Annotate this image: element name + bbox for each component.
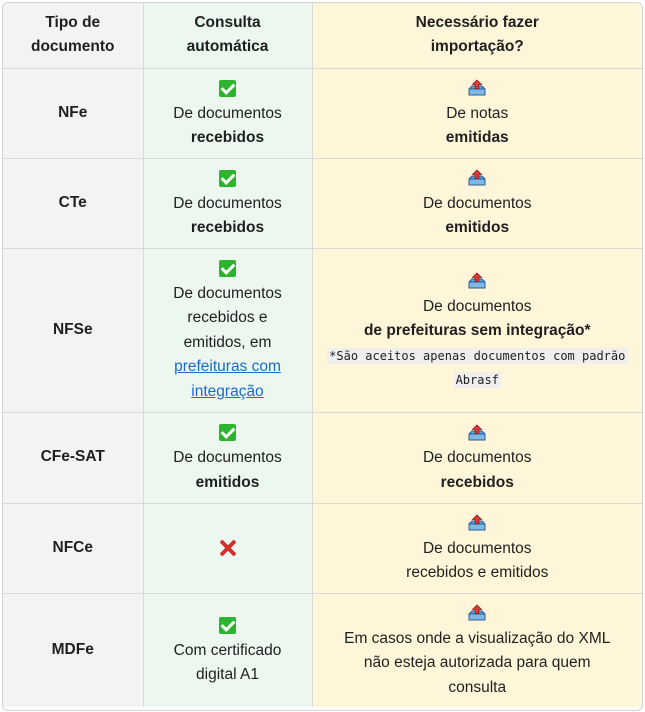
- abrasf-note: *São aceitos apenas documentos com padrão: [329, 348, 626, 363]
- cross-mark-icon: [219, 539, 237, 557]
- check-mark-icon: [219, 80, 236, 97]
- document-type-table-container: [2, 2, 643, 711]
- check-mark-icon: [219, 424, 236, 441]
- automatic-query-cell: De documentos recebidos e emitidos, em prefeituras com integração: [143, 248, 312, 412]
- import-needed-cell: Em casos onde a visualização do XML não esteja autorizada para quem consulta: [312, 593, 642, 707]
- automatic-query-cell: De documentos recebidos: [143, 68, 312, 158]
- check-mark-icon: [219, 617, 236, 634]
- document-type-cell: CTe: [3, 158, 143, 248]
- header-import-needed: Necessário fazer importação?: [312, 3, 642, 68]
- outbox-tray-icon: [467, 514, 487, 532]
- import-needed-cell: De notas emitidas: [312, 68, 642, 158]
- document-type-cell: NFSe: [3, 248, 143, 412]
- automatic-query-cell: De documentos emitidos: [143, 412, 312, 503]
- outbox-tray-icon: [467, 79, 487, 97]
- outbox-tray-icon: [467, 272, 487, 290]
- prefeituras-integracao-link[interactable]: prefeituras com integração: [174, 358, 281, 400]
- table-row: [3, 248, 642, 412]
- document-type-cell: MDFe: [3, 593, 143, 707]
- header-row: [3, 3, 642, 68]
- table-row: [3, 158, 642, 248]
- table-row: [3, 503, 642, 593]
- table-row: [3, 68, 642, 158]
- automatic-query-cell: [143, 503, 312, 593]
- import-needed-cell: De documentos recebidos e emitidos: [312, 503, 642, 593]
- outbox-tray-icon: [467, 604, 487, 622]
- outbox-tray-icon: [467, 424, 487, 442]
- header-document-type: Tipo de documento: [3, 3, 143, 68]
- table-row: [3, 593, 642, 707]
- table-row: [3, 412, 642, 503]
- document-type-cell: NFCe: [3, 503, 143, 593]
- document-type-cell: NFe: [3, 68, 143, 158]
- document-type-table: [3, 3, 642, 707]
- import-needed-cell: De documentos recebidos: [312, 412, 642, 503]
- check-mark-icon: [219, 260, 236, 277]
- check-mark-icon: [219, 170, 236, 187]
- outbox-tray-icon: [467, 169, 487, 187]
- header-automatic-query: Consulta automática: [143, 3, 312, 68]
- import-needed-cell: De documentos de prefeituras sem integração* *São aceitos apenas documentos com padrão Abrasf: [312, 248, 642, 412]
- automatic-query-cell: Com certificado digital A1: [143, 593, 312, 707]
- import-needed-cell: De documentos emitidos: [312, 158, 642, 248]
- automatic-query-cell: De documentos recebidos: [143, 158, 312, 248]
- document-type-cell: CFe-SAT: [3, 412, 143, 503]
